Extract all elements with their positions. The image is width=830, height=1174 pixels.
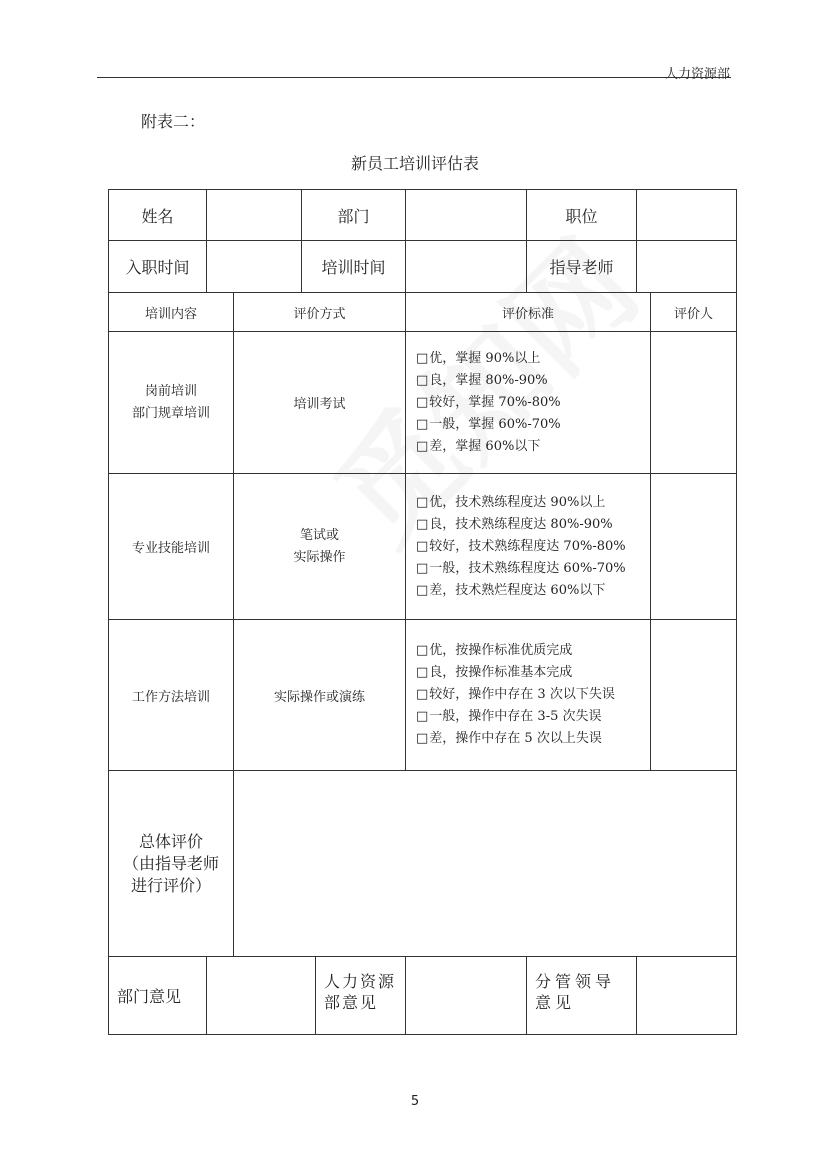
page-number: 5: [410, 1094, 420, 1109]
section-method-line: 笔试或: [299, 527, 339, 543]
form-title: 新员工培训评估表: [350, 154, 479, 173]
criteria-checkbox-item[interactable]: □ 良，技术熟练程度达 80%-90%: [416, 514, 626, 536]
criteria-checkbox-item[interactable]: □ 一般，操作中存在 3-5 次失误: [416, 706, 615, 728]
criteria-checkbox-item[interactable]: □ 较好，掌握 70%-80%: [416, 392, 561, 414]
section-method-line: 培训考试: [293, 397, 346, 412]
hr-opinion-label: 人力资源部意见: [315, 956, 406, 1035]
overall-line: 总体评价: [138, 831, 203, 851]
section-evaluator-field[interactable]: [650, 331, 737, 474]
section-criteria-cell: [405, 331, 651, 474]
leader-opinion-field[interactable]: [636, 956, 737, 1035]
col-header-evaluator: 评价人: [650, 292, 737, 332]
section-evaluator-field[interactable]: [650, 619, 737, 771]
criteria-checkbox-item[interactable]: □ 良，掌握 80%-90%: [416, 370, 561, 392]
mentor-field[interactable]: [636, 240, 737, 293]
col-header-content: 培训内容: [108, 292, 234, 332]
criteria-checkbox-item[interactable]: □ 较好，操作中存在 3 次以下失误: [416, 684, 615, 706]
header-rule: [97, 77, 731, 78]
header-department: 人力资源部: [664, 67, 730, 82]
dept-opinion-label: 部门意见: [108, 956, 207, 1035]
position-label: 职位: [526, 189, 637, 241]
section-content-line: 专业技能培训: [131, 541, 210, 556]
name-label: 姓名: [108, 189, 207, 241]
overall-evaluation-field[interactable]: [233, 770, 737, 957]
section-content-cell: [108, 331, 234, 474]
section-content-line: 部门规章培训: [131, 405, 210, 421]
section-evaluator-field[interactable]: [650, 473, 737, 620]
hr-opinion-field[interactable]: [405, 956, 527, 1035]
criteria-checkbox-item[interactable]: □ 优，按操作标准优质完成: [416, 640, 615, 662]
department-field[interactable]: [405, 189, 527, 241]
section-method-cell: [233, 473, 406, 620]
hire-date-field[interactable]: [206, 240, 302, 293]
name-field[interactable]: [206, 189, 302, 241]
section-content-line: 岗前培训: [144, 383, 197, 399]
training-date-label: 培训时间: [301, 240, 406, 293]
section-method-cell: [233, 619, 406, 771]
criteria-checkbox-item[interactable]: □ 优，掌握 90%以上: [416, 348, 561, 370]
hire-date-label: 入职时间: [108, 240, 207, 293]
section-content-cell: [108, 473, 234, 620]
section-content-line: 工作方法培训: [131, 689, 210, 705]
section-content-cell: [108, 619, 234, 771]
section-criteria-cell: [405, 473, 651, 620]
criteria-checkbox-item[interactable]: □ 差，掌握 60%以下: [416, 436, 561, 458]
section-method-line: 实际操作或演练: [273, 689, 365, 705]
leader-opinion-label: 分管领导意见: [526, 956, 637, 1035]
criteria-checkbox-item[interactable]: □ 良，按操作标准基本完成: [416, 662, 615, 684]
mentor-label: 指导老师: [526, 240, 637, 293]
overall-line: （由指导老师: [122, 853, 219, 873]
criteria-checkbox-item[interactable]: □ 差，操作中存在 5 次以上失误: [416, 728, 615, 750]
criteria-checkbox-item[interactable]: □ 一般，掌握 60%-70%: [416, 414, 561, 436]
annex-label: 附表二：: [141, 112, 206, 131]
criteria-checkbox-item[interactable]: □ 一般，技术熟练程度达 60%-70%: [416, 558, 626, 580]
section-method-cell: [233, 331, 406, 474]
dept-opinion-field[interactable]: [206, 956, 316, 1035]
department-label: 部门: [301, 189, 406, 241]
overall-evaluation-label: [108, 770, 234, 957]
position-field[interactable]: [636, 189, 737, 241]
section-criteria-cell: [405, 619, 651, 771]
col-header-criteria: 评价标准: [405, 292, 651, 332]
overall-line: 进行评价）: [130, 875, 211, 895]
col-header-method: 评价方式: [233, 292, 406, 332]
criteria-checkbox-item[interactable]: □ 较好，技术熟练程度达 70%-80%: [416, 536, 626, 558]
criteria-checkbox-item[interactable]: □ 优，技术熟练程度达 90%以上: [416, 492, 626, 514]
section-method-line: 实际操作: [293, 549, 346, 565]
training-date-field[interactable]: [405, 240, 527, 293]
criteria-checkbox-item[interactable]: □ 差，技术熟烂程度达 60%以下: [416, 580, 626, 602]
